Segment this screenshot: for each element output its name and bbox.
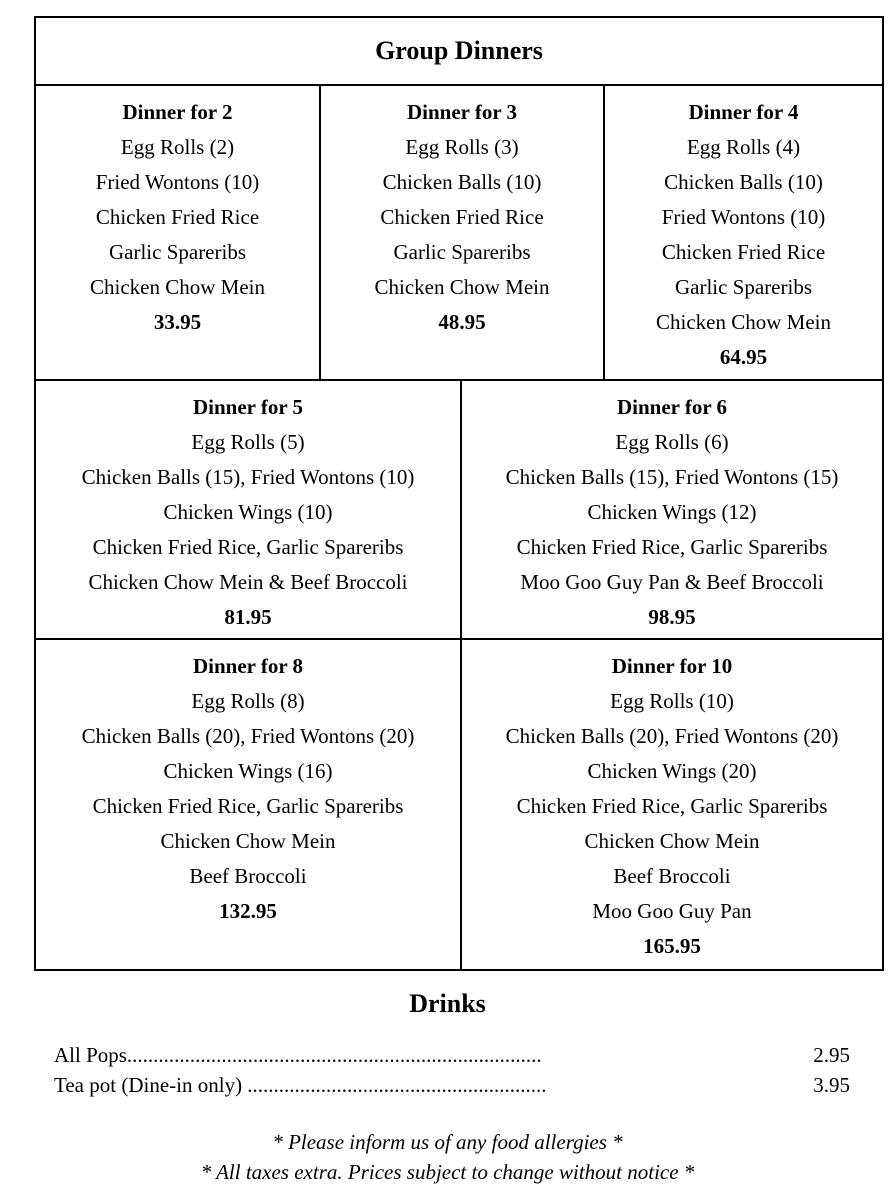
dinner-card xyxy=(319,86,603,379)
allergy-note: * Please inform us of any food allergies * xyxy=(272,1130,623,1154)
drink-name: Tea pot (Dine-in only) ......................................................... xyxy=(54,1073,547,1097)
dinner-item: Chicken Chow Mein xyxy=(374,275,550,299)
dinner-item: Chicken Wings (16) xyxy=(163,759,333,783)
dinner-item: Chicken Balls (15), Fried Wontons (15) xyxy=(505,465,839,489)
dinner-item: Fried Wontons (10) xyxy=(95,170,260,194)
dinner-item: Chicken Fried Rice, Garlic Spareribs xyxy=(92,535,404,559)
dinner-item: Garlic Spareribs xyxy=(108,240,247,264)
dinner-heading: Dinner for 2 xyxy=(122,100,233,124)
dinner-item: Chicken Balls (20), Fried Wontons (20) xyxy=(81,724,415,748)
dinner-item: Beef Broccoli xyxy=(613,864,731,888)
dinner-item: Garlic Spareribs xyxy=(393,240,531,264)
dinner-item: Chicken Chow Mein xyxy=(584,829,760,853)
dinner-item: Chicken Chow Mein xyxy=(656,310,831,334)
dinner-item: Chicken Fried Rice, Garlic Spareribs xyxy=(92,794,404,818)
group-dinners-table xyxy=(34,16,884,971)
dinner-item: Garlic Spareribs xyxy=(674,275,813,299)
tax-note: * All taxes extra. Prices subject to change without notice * xyxy=(200,1160,695,1184)
dinner-row-2 xyxy=(36,381,882,640)
dinner-card xyxy=(36,381,460,638)
dinner-item: Chicken Wings (10) xyxy=(163,500,333,524)
dinner-item: Chicken Balls (10) xyxy=(664,170,823,194)
dinner-item: Egg Rolls (8) xyxy=(191,689,305,713)
drink-price: 2.95 xyxy=(813,1043,850,1067)
dinner-item: Egg Rolls (3) xyxy=(405,135,519,159)
dinner-item: Chicken Balls (15), Fried Wontons (10) xyxy=(81,465,415,489)
drinks-title: Drinks xyxy=(409,989,486,1018)
dinner-item: Chicken Balls (10) xyxy=(382,170,542,194)
dinner-heading: Dinner for 5 xyxy=(192,395,304,419)
dinner-card xyxy=(36,640,460,969)
dinner-item: Chicken Chow Mein xyxy=(160,829,336,853)
dinner-card xyxy=(460,381,882,638)
dinner-item: Chicken Chow Mein & Beef Broccoli xyxy=(88,570,408,594)
dinner-item: Chicken Fried Rice, Garlic Spareribs xyxy=(516,535,828,559)
dinner-item: Moo Goo Guy Pan xyxy=(592,899,752,923)
dinner-item: Fried Wontons (10) xyxy=(661,205,826,229)
dinner-item: Egg Rolls (5) xyxy=(191,430,305,454)
dinner-item: Chicken Wings (20) xyxy=(587,759,757,783)
dinner-heading: Dinner for 3 xyxy=(406,100,518,124)
dinner-card xyxy=(603,86,882,379)
dinner-item: Beef Broccoli xyxy=(189,864,307,888)
dinner-card xyxy=(460,640,882,969)
dinner-item: Chicken Chow Mein xyxy=(90,275,265,299)
dinner-heading: Dinner for 4 xyxy=(688,100,799,124)
dinner-price: 98.95 xyxy=(648,605,696,629)
dinner-item: Chicken Fried Rice xyxy=(380,205,544,229)
dinner-heading: Dinner for 6 xyxy=(616,395,728,419)
dinner-price: 48.95 xyxy=(438,310,486,334)
dinner-item: Moo Goo Guy Pan & Beef Broccoli xyxy=(520,570,824,594)
dinner-item: Egg Rolls (4) xyxy=(686,135,801,159)
dinner-heading: Dinner for 10 xyxy=(611,654,733,678)
dinner-item: Chicken Wings (12) xyxy=(587,500,757,524)
drink-row xyxy=(54,1040,854,1070)
dinner-item: Egg Rolls (2) xyxy=(120,135,235,159)
dinner-item: Chicken Balls (20), Fried Wontons (20) xyxy=(505,724,839,748)
dinner-price: 64.95 xyxy=(719,345,768,369)
dinner-heading: Dinner for 8 xyxy=(192,654,304,678)
dinner-price: 33.95 xyxy=(153,310,202,334)
dinner-item: Chicken Fried Rice, Garlic Spareribs xyxy=(516,794,828,818)
dinner-price: 165.95 xyxy=(643,934,701,958)
dinner-item: Egg Rolls (10) xyxy=(610,689,734,713)
dinner-price: 81.95 xyxy=(224,605,272,629)
group-dinners-title: Group Dinners xyxy=(36,18,882,86)
drink-name: All Pops............................................................................... xyxy=(54,1043,542,1067)
drink-price: 3.95 xyxy=(813,1073,850,1097)
dinner-item: Chicken Fried Rice xyxy=(95,205,260,229)
dinner-row-1 xyxy=(36,86,882,381)
drink-row xyxy=(54,1070,854,1100)
dinner-card xyxy=(36,86,319,379)
dinner-price: 132.95 xyxy=(219,899,277,923)
dinner-row-3 xyxy=(36,640,882,969)
dinner-item: Egg Rolls (6) xyxy=(615,430,729,454)
dinner-item: Chicken Fried Rice xyxy=(661,240,826,264)
